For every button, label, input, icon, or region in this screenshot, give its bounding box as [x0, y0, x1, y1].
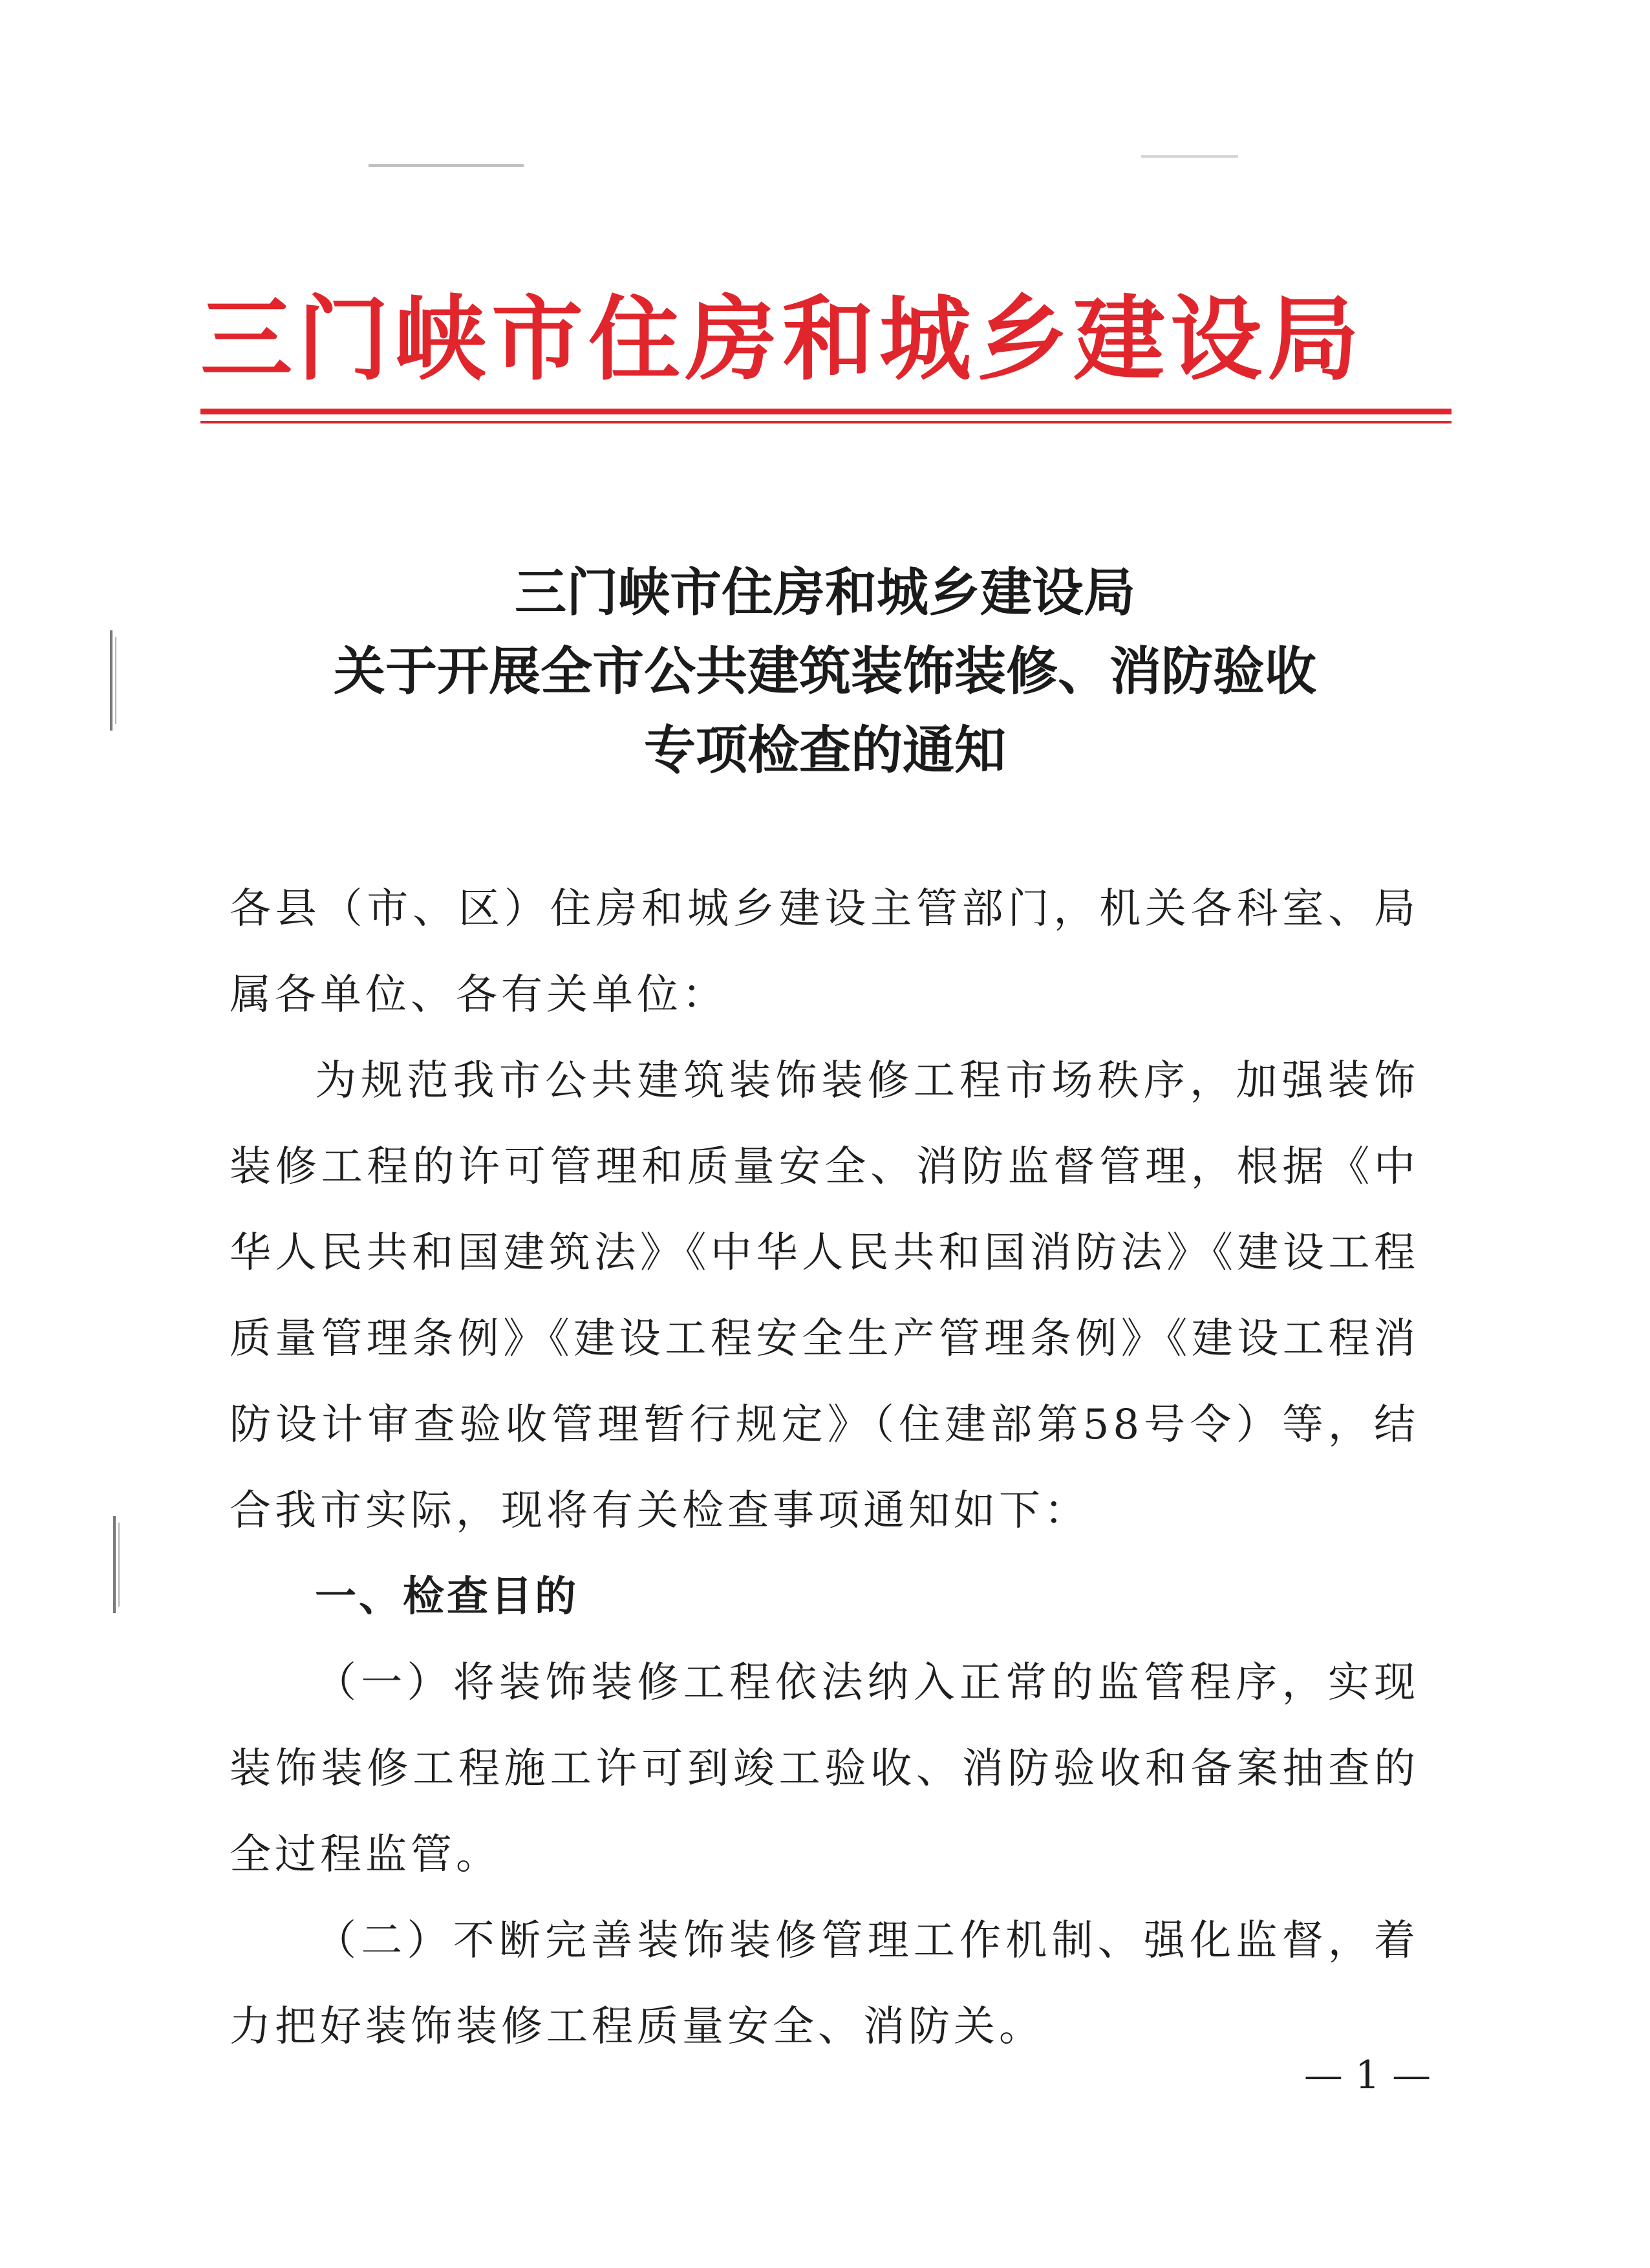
notice-title [194, 553, 1456, 789]
addressee-paragraph: 各县（市、区）住房和城乡建设主管部门，机关各科室、局属各单位、各有关单位： [230, 885, 1419, 1019]
section1-heading: 一、检查目的 [315, 1573, 579, 1621]
notice-title-line2: 关于开展全市公共建筑装饰装修、消防验收 [334, 641, 1316, 701]
letterhead-rule-thin [200, 421, 1452, 423]
binding-mark [110, 630, 112, 731]
notice-title-line3: 专项检查的通知 [644, 720, 1006, 780]
letterhead-title: 三门峡市住房和城乡建设局 [200, 286, 1364, 393]
document-body [230, 866, 1419, 2070]
binding-mark [113, 1516, 116, 1613]
item1-paragraph: （一）将装饰装修工程依法纳入正常的监管程序，实现装饰装修工程施工许可到竣工验收、消防验收和备案抽查的全过程监管。 [230, 1659, 1419, 1879]
page-number: — 1 — [1303, 2053, 1431, 2098]
notice-title-line1: 三门峡市住房和城乡建设局 [515, 562, 1135, 623]
item2-paragraph: （二）不断完善装饰装修管理工作机制、强化监督，着力把好装饰装修工程质量安全、消防关。 [230, 1917, 1419, 2051]
scan-speck [1141, 155, 1238, 158]
intro-paragraph: 为规范我市公共建筑装饰装修工程市场秩序，加强装饰装修工程的许可管理和质量安全、消防监督管理，根据《中华人民共和国建筑法》《中华人民共和国消防法》《建设工程质量管理条例》《建设工程安全生产管理条例》《建设工程消防设计审查验收管理暂行规定》（住建部第58号令）等，结合我市实际，现将有关检查事项通知如下： [230, 1057, 1419, 1535]
letterhead-rule-thick [200, 409, 1452, 414]
scan-speck [369, 164, 524, 167]
